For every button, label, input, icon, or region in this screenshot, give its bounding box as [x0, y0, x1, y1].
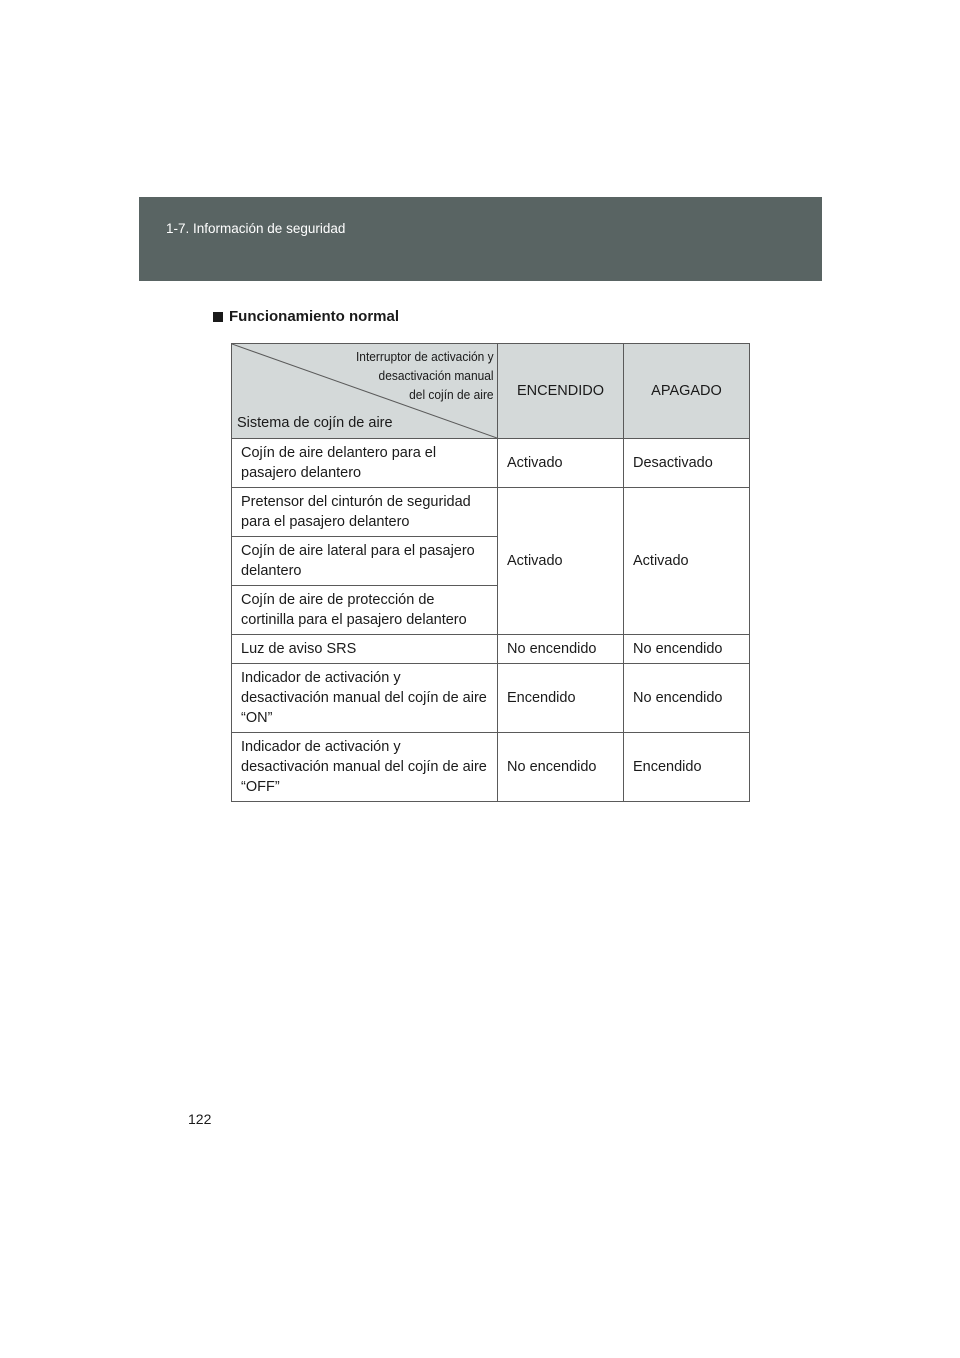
section-heading — [213, 308, 399, 325]
corner-column-label: Interruptor de activación y desactivación manual del cojín de aire — [356, 349, 494, 402]
value-on: Encendido — [498, 664, 624, 733]
value-off: Desactivado — [624, 439, 750, 488]
corner-row-label: Sistema de cojín de aire — [237, 415, 393, 431]
value-on: Activado — [498, 439, 624, 488]
table-header-row — [232, 344, 750, 439]
row-label: Cojín de aire lateral para el pasajero delantero — [232, 537, 498, 586]
group-value-off: Activado — [624, 488, 750, 635]
chapter-header — [139, 197, 822, 281]
table-row — [232, 664, 750, 733]
table-row — [232, 488, 750, 537]
row-label: Indicador de activación y desactivación manual del cojín de aire “OFF” — [232, 733, 498, 802]
column-header-on: ENCENDIDO — [498, 344, 624, 439]
table-row — [232, 439, 750, 488]
row-label: Luz de aviso SRS — [232, 635, 498, 664]
row-label: Cojín de aire de protección de cortinilla para el pasajero delantero — [232, 586, 498, 635]
row-label: Indicador de activación y desactivación manual del cojín de aire “ON” — [232, 664, 498, 733]
page-number: 122 — [188, 1111, 212, 1127]
section-heading-text: Funcionamiento normal — [229, 308, 400, 325]
value-off: No encendido — [624, 664, 750, 733]
value-off: Encendido — [624, 733, 750, 802]
value-off: No encendido — [624, 635, 750, 664]
column-header-off: APAGADO — [624, 344, 750, 439]
chapter-title: 1-7. Información de seguridad — [166, 221, 346, 236]
value-on: No encendido — [498, 733, 624, 802]
square-bullet-icon — [213, 312, 223, 322]
airbag-status-table — [231, 343, 750, 802]
row-label: Pretensor del cinturón de seguridad para el pasajero delantero — [232, 488, 498, 537]
table-row — [232, 733, 750, 802]
value-on: No encendido — [498, 635, 624, 664]
table-corner-cell — [232, 344, 498, 439]
row-label: Cojín de aire delantero para el pasajero delantero — [232, 439, 498, 488]
group-value-on: Activado — [498, 488, 624, 635]
table-row — [232, 635, 750, 664]
